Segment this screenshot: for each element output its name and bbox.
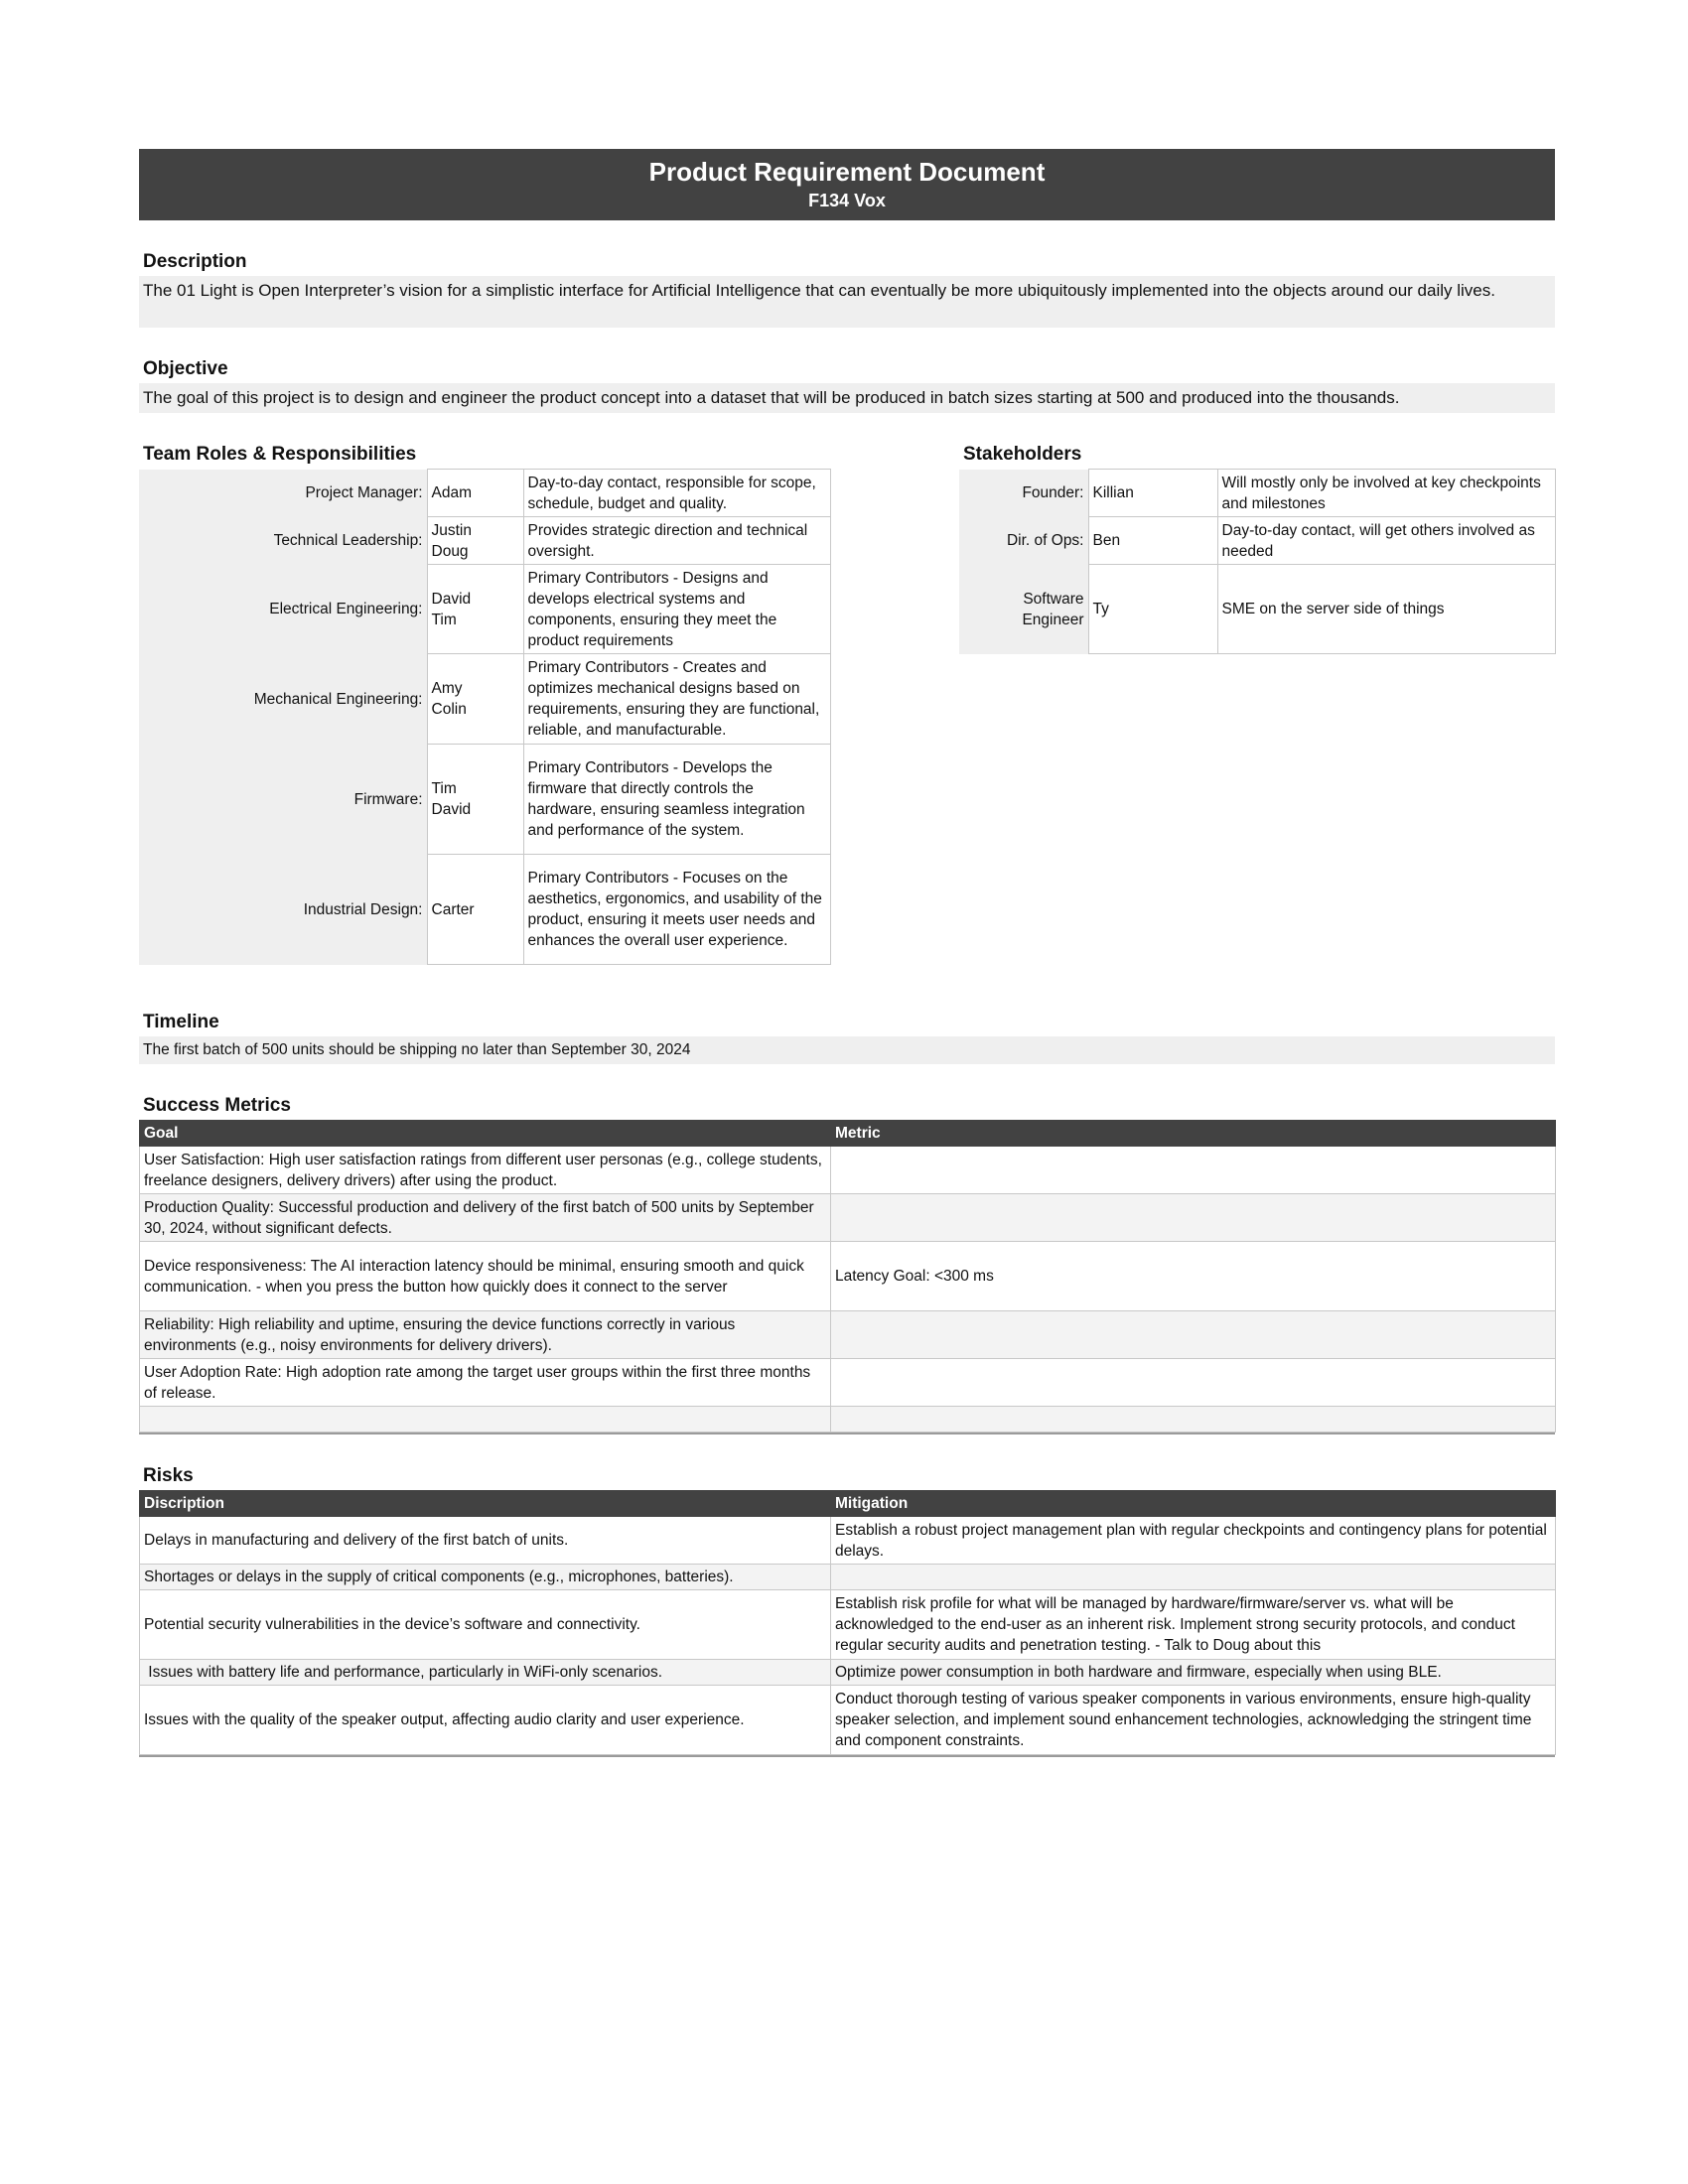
description-heading: Description	[143, 251, 247, 272]
stakeholder-role-label: Founder:	[959, 470, 1088, 517]
stakeholder-name: Ty	[1088, 565, 1217, 654]
goal-cell: Device responsiveness: The AI interaction latency should be minimal, ensuring smooth and quick communication. - when you press the button how quickly does it connect to the server	[140, 1242, 831, 1311]
stakeholder-role-label: Dir. of Ops:	[959, 517, 1088, 565]
metric-cell	[831, 1311, 1556, 1359]
team-row	[139, 654, 830, 745]
table-row	[140, 1147, 1556, 1194]
metric-cell	[831, 1194, 1556, 1242]
stakeholder-role-label: Software Engineer	[959, 565, 1088, 654]
table-row	[140, 1686, 1556, 1755]
metric-cell: Latency Goal: <300 ms	[831, 1242, 1556, 1311]
stakeholder-row	[959, 565, 1555, 654]
team-member: Justin Doug	[427, 517, 523, 565]
metric-cell	[831, 1147, 1556, 1194]
team-responsibility: Day-to-day contact, responsible for scope, schedule, budget and quality.	[523, 470, 830, 517]
team-row	[139, 745, 830, 855]
team-member: Adam	[427, 470, 523, 517]
table-row	[140, 1565, 1556, 1590]
team-row	[139, 855, 830, 965]
stakeholder-note: SME on the server side of things	[1217, 565, 1555, 654]
stakeholders-block	[959, 443, 1555, 654]
document-subtitle: F134 Vox	[808, 191, 886, 210]
metric-cell	[831, 1359, 1556, 1407]
success-metrics-heading: Success Metrics	[143, 1095, 291, 1116]
document-page	[139, 149, 1555, 1757]
mitigation-cell	[831, 1565, 1556, 1590]
table-row	[140, 1660, 1556, 1686]
goal-cell	[140, 1407, 831, 1433]
timeline-heading: Timeline	[143, 1012, 219, 1032]
team-responsibility: Primary Contributors - Creates and optimizes mechanical designs based on requirements, ensuring they are functional, reliable, and manufacturable.	[523, 654, 830, 745]
document-title: Product Requirement Document	[648, 157, 1046, 187]
metric-cell	[831, 1407, 1556, 1433]
team-row	[139, 517, 830, 565]
team-roles-table	[139, 469, 831, 965]
column-header: Discription	[140, 1491, 831, 1517]
column-header: Mitigation	[831, 1491, 1556, 1517]
table-header-row	[140, 1491, 1556, 1517]
team-role-label: Electrical Engineering:	[139, 565, 427, 654]
table-row	[140, 1407, 1556, 1433]
stakeholder-note: Will mostly only be involved at key checkpoints and milestones	[1217, 470, 1555, 517]
table-row	[140, 1590, 1556, 1660]
timeline-text: The first batch of 500 units should be shipping no later than September 30, 2024	[139, 1036, 1555, 1064]
table-header-row	[140, 1121, 1556, 1147]
table-row	[140, 1311, 1556, 1359]
stakeholders-heading: Stakeholders	[963, 444, 1082, 465]
team-responsibility: Primary Contributors - Designs and develops electrical systems and components, ensuring they meet the product requirements	[523, 565, 830, 654]
team-role-label: Technical Leadership:	[139, 517, 427, 565]
goal-cell: Reliability: High reliability and uptime, ensuring the device functions correctly in various environments (e.g., noisy environments for delivery drivers).	[140, 1311, 831, 1359]
mitigation-cell: Establish a robust project management plan with regular checkpoints and contingency plans for potential delays.	[831, 1517, 1556, 1565]
stakeholder-row	[959, 470, 1555, 517]
stakeholder-row	[959, 517, 1555, 565]
description-text: The 01 Light is Open Interpreter’s vision for a simplistic interface for Artificial Intelligence that can eventually be more ubiquitously implemented into the objects around our daily lives.	[139, 276, 1555, 328]
table-row	[140, 1517, 1556, 1565]
objective-text: The goal of this project is to design and engineer the product concept into a dataset that will be produced in batch sizes starting at 500 and produced into the thousands.	[139, 383, 1555, 413]
column-header: Metric	[831, 1121, 1556, 1147]
stakeholder-name: Ben	[1088, 517, 1217, 565]
stakeholders-table	[959, 469, 1556, 654]
team-member: Carter	[427, 855, 523, 965]
goal-cell: User Adoption Rate: High adoption rate among the target user groups within the first three months of release.	[140, 1359, 831, 1407]
objective-heading: Objective	[143, 358, 228, 379]
header-banner	[139, 149, 1555, 220]
team-role-label: Firmware:	[139, 745, 427, 855]
risk-cell: Shortages or delays in the supply of critical components (e.g., microphones, batteries).	[140, 1565, 831, 1590]
team-responsibility: Primary Contributors - Focuses on the aesthetics, ergonomics, and usability of the product, ensuring it meets user needs and enhances the overall user experience.	[523, 855, 830, 965]
team-member: Amy Colin	[427, 654, 523, 745]
table-row	[140, 1242, 1556, 1311]
team-role-label: Project Manager:	[139, 470, 427, 517]
column-header: Goal	[140, 1121, 831, 1147]
risk-cell: Issues with battery life and performance, particularly in WiFi-only scenarios.	[140, 1660, 831, 1686]
team-roles-block	[139, 443, 830, 965]
mitigation-cell: Establish risk profile for what will be managed by hardware/firmware/server vs. what will be acknowledged to the end-user as an inherent risk. Implement strong security protocols, and conduct regular security audits and penetration testing. - Talk to Doug about this	[831, 1590, 1556, 1660]
team-member: Tim David	[427, 745, 523, 855]
table-row	[140, 1359, 1556, 1407]
mitigation-cell: Optimize power consumption in both hardware and firmware, especially when using BLE.	[831, 1660, 1556, 1686]
team-row	[139, 565, 830, 654]
team-role-label: Industrial Design:	[139, 855, 427, 965]
team-role-label: Mechanical Engineering:	[139, 654, 427, 745]
risk-cell: Issues with the quality of the speaker output, affecting audio clarity and user experience.	[140, 1686, 831, 1755]
risks-section	[139, 1464, 1555, 1757]
team-row	[139, 470, 830, 517]
stakeholder-name: Killian	[1088, 470, 1217, 517]
mitigation-cell: Conduct thorough testing of various speaker components in various environments, ensure high-quality speaker selection, and implement sound enhancement technologies, acknowledging the stringent time and component constraints.	[831, 1686, 1556, 1755]
stakeholder-note: Day-to-day contact, will get others involved as needed	[1217, 517, 1555, 565]
goal-cell: Production Quality: Successful production and delivery of the first batch of 500 units by September 30, 2024, without significant defects.	[140, 1194, 831, 1242]
risk-cell: Potential security vulnerabilities in the device’s software and connectivity.	[140, 1590, 831, 1660]
team-member: David Tim	[427, 565, 523, 654]
roles-section	[139, 443, 1555, 979]
team-roles-heading: Team Roles & Responsibilities	[143, 444, 417, 465]
success-metrics-table	[139, 1120, 1556, 1433]
goal-cell: User Satisfaction: High user satisfaction ratings from different user personas (e.g., college students, freelance designers, delivery drivers) after using the product.	[140, 1147, 831, 1194]
risk-cell: Delays in manufacturing and delivery of the first batch of units.	[140, 1517, 831, 1565]
team-responsibility: Primary Contributors - Develops the firmware that directly controls the hardware, ensuring seamless integration and performance of the system.	[523, 745, 830, 855]
team-responsibility: Provides strategic direction and technical oversight.	[523, 517, 830, 565]
risks-table	[139, 1490, 1556, 1755]
risks-heading: Risks	[143, 1465, 194, 1486]
success-metrics-section	[139, 1094, 1555, 1434]
table-row	[140, 1194, 1556, 1242]
